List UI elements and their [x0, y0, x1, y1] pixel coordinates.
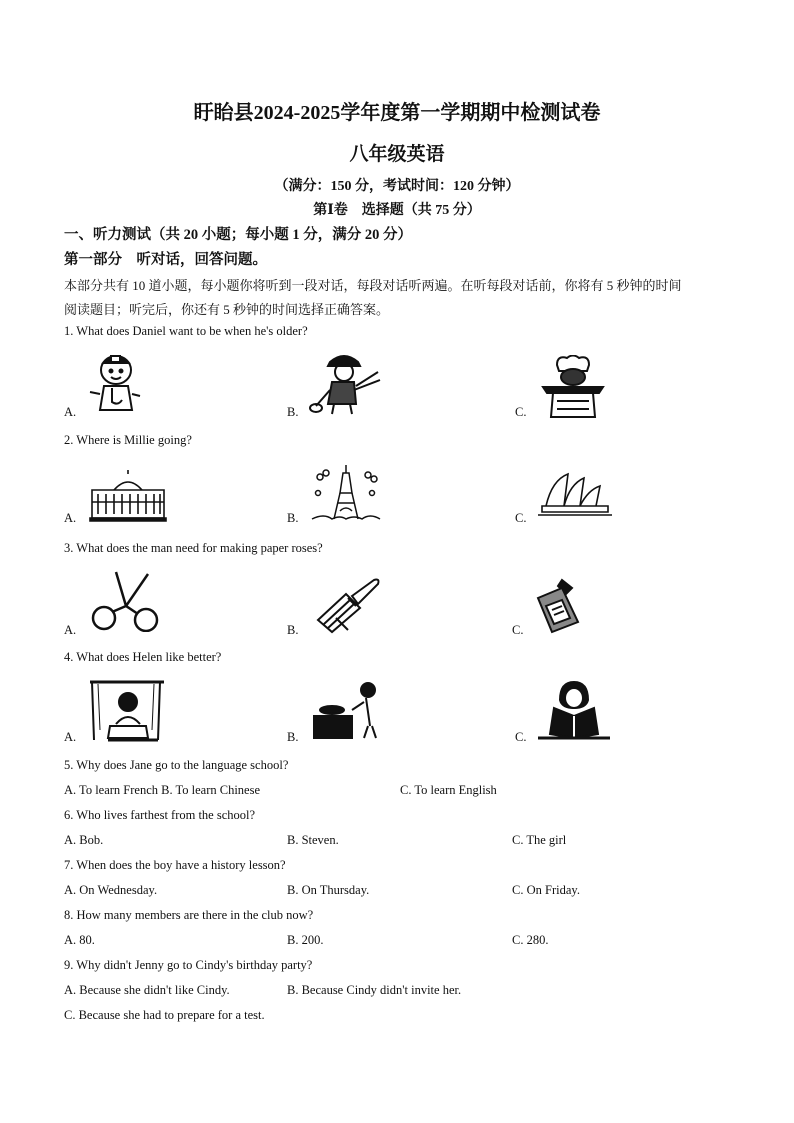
question-1: 1. What does Daniel want to be when he's older? — [64, 324, 308, 338]
option-5ab: A. To learn French B. To learn Chinese — [64, 783, 261, 797]
question-5: 5. Why does Jane go to the language school? — [64, 758, 289, 772]
reading-icon — [536, 678, 612, 742]
chef-icon — [533, 355, 613, 419]
option-1a: A. — [64, 405, 77, 419]
option-6a: A. Bob. — [64, 833, 104, 847]
option-9b: B. Because Cindy didn't invite her. — [287, 983, 462, 997]
question-8: 8. How many members are there in the club now? — [64, 908, 314, 922]
option-7a: A. On Wednesday. — [64, 883, 158, 897]
option-6b: B. Steven. — [287, 833, 339, 847]
section-heading: 一、听力测试（共 20 小题；每小题 1 分，满分 20 分） — [64, 227, 412, 243]
scissors-icon — [86, 570, 162, 632]
option-8b: B. 200. — [287, 933, 324, 947]
option-4a: A. — [64, 730, 77, 744]
part-heading: 第一部分 听对话，回答问题。 — [64, 252, 267, 268]
option-2b: B. — [287, 511, 299, 525]
option-7b: B. On Thursday. — [287, 883, 370, 897]
question-6: 6. Who lives farthest from the school? — [64, 808, 256, 822]
exam-title: 盱眙县2024-2025学年度第一学期期中检测试卷 — [193, 102, 601, 124]
option-2c: C. — [515, 511, 527, 525]
option-3c: C. — [512, 623, 524, 637]
paintbrush-icon — [312, 574, 382, 636]
option-3a: A. — [64, 623, 77, 637]
doctor-icon — [84, 352, 144, 414]
option-1c: C. — [515, 405, 527, 419]
question-9: 9. Why didn't Jenny go to Cindy's birthday party? — [64, 958, 313, 972]
option-4c: C. — [515, 730, 527, 744]
firefighter-icon — [308, 350, 386, 416]
opera-house-icon — [538, 466, 612, 518]
question-7: 7. When does the boy have a history lesson? — [64, 858, 286, 872]
option-5c: C. To learn English — [400, 783, 497, 797]
instructions-line-1: 本部分共有 10 道小题，每小题你将听到一段对话，每段对话听两遍。在听每段对话前，你将有 5 秒钟的时间 — [64, 278, 682, 293]
option-9c: C. Because she had to prepare for a test. — [64, 1008, 265, 1022]
exam-subtitle: 八年级英语 — [349, 144, 445, 165]
option-8a: A. 80. — [64, 933, 95, 947]
question-2: 2. Where is Millie going? — [64, 433, 192, 447]
watching-tv-icon — [88, 680, 166, 742]
question-3: 3. What does the man need for making paper roses? — [64, 541, 323, 555]
option-1b: B. — [287, 405, 299, 419]
glue-icon — [532, 578, 582, 634]
instructions-line-2: 阅读题目；听完后，你还有 5 秒钟的时间选择正确答案。 — [64, 302, 390, 317]
option-3b: B. — [287, 623, 299, 637]
cooking-icon — [312, 680, 384, 740]
option-9a: A. Because she didn't like Cindy. — [64, 983, 230, 997]
option-8c: C. 280. — [512, 933, 549, 947]
question-4: 4. What does Helen like better? — [64, 650, 222, 664]
volume-heading: 第Ⅰ卷 选择题（共 75 分） — [313, 203, 481, 218]
option-4b: B. — [287, 730, 299, 744]
option-6c: C. The girl — [512, 833, 567, 847]
white-house-icon — [88, 468, 168, 522]
option-2a: A. — [64, 511, 77, 525]
option-7c: C. On Friday. — [512, 883, 580, 897]
score-info: （满分：150 分，考试时间：120 分钟） — [274, 179, 520, 194]
eiffel-tower-icon — [310, 463, 382, 523]
